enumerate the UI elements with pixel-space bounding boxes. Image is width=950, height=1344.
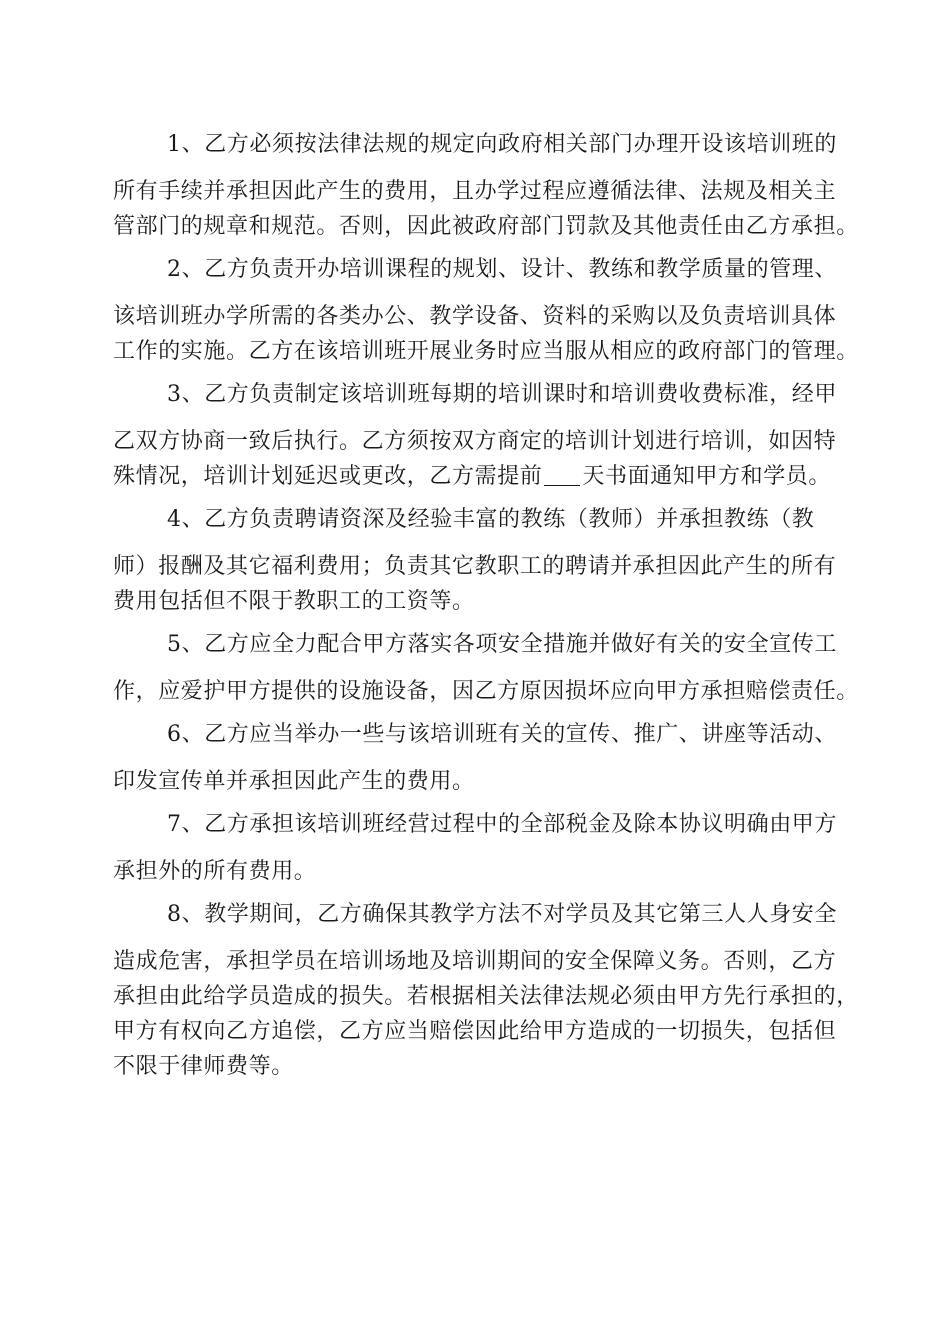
clause-line: 2、乙方负责开办培训课程的规划、设计、教练和教学质量的管理、 (167, 257, 837, 282)
clause-line: 管部门的规章和规范。否则，因此被政府部门罚款及其他责任由乙方承担。 (113, 214, 859, 239)
clause-4 (113, 502, 837, 619)
clause-8 (113, 897, 859, 1084)
clause-line: 工作的实施。乙方在该培训班开展业务时应当服从相应的政府部门的管理。 (113, 339, 859, 364)
clause-7 (113, 807, 837, 889)
clause-line: 该培训班办学所需的各类办公、教学设备、资料的采购以及负责培训具体 (113, 304, 837, 329)
clause-line: 3、乙方负责制定该培训班每期的培训课时和培训费收费标准，经甲 (167, 382, 837, 407)
clause-line: 1、乙方必须按法律法规的规定向政府相关部门办理开设该培训班的 (167, 132, 837, 157)
clause-line: 承担外的所有费用。 (113, 859, 317, 884)
clause-line: 承担由此给学员造成的损失。若根据相关法律法规必须由甲方先行承担的， (113, 984, 859, 1009)
clause-line: 乙双方协商一致后执行。乙方须按双方商定的培训计划进行培训，如因特 (113, 429, 837, 454)
clause-line: 造成危害，承担学员在培训场地及培训期间的安全保障义务。否则，乙方 (113, 949, 837, 974)
clause-line: 所有手续并承担因此产生的费用，且办学过程应遵循法律、法规及相关主 (113, 179, 837, 204)
fill-in-blank (544, 463, 580, 486)
clause-2 (113, 252, 859, 369)
clause-5 (113, 627, 859, 709)
clause-line: 作，应爱护甲方提供的设施设备，因乙方原因损坏应向甲方承担赔偿责任。 (113, 679, 859, 704)
blank-line-before: 殊情况，培训计划延迟或更改，乙方需提前 (113, 464, 543, 489)
clause-line: 7、乙方承担该培训班经营过程中的全部税金及除本协议明确由甲方 (167, 812, 837, 837)
clause-line: 甲方有权向乙方追偿，乙方应当赔偿因此给甲方造成的一切损失，包括但 (113, 1019, 837, 1044)
clause-line: 4、乙方负责聘请资深及经验丰富的教练（教师）并承担教练（教 (167, 507, 815, 532)
clause-6 (113, 717, 837, 799)
clause-3 (113, 377, 837, 494)
clause-line: 师）报酬及其它福利费用；负责其它教职工的聘请并承担因此产生的所有 (113, 554, 837, 579)
clause-line: 费用包括但不限于教职工的工资等。 (113, 589, 475, 614)
clause-line: 印发宣传单并承担因此产生的费用。 (113, 769, 475, 794)
clause-line: 8、教学期间，乙方确保其教学方法不对学员及其它第三人人身安全 (167, 902, 837, 927)
clause-line: 6、乙方应当举办一些与该培训班有关的宣传、推广、讲座等活动、 (167, 722, 837, 747)
blank-line-after: 天书面通知甲方和学员。 (582, 464, 832, 489)
clause-1 (113, 127, 859, 244)
clause-line-with-blank (113, 459, 833, 494)
clause-line: 5、乙方应全力配合甲方落实各项安全措施并做好有关的安全宣传工 (167, 632, 837, 657)
agreement-body (113, 127, 859, 1092)
clause-line: 不限于律师费等。 (113, 1054, 294, 1079)
